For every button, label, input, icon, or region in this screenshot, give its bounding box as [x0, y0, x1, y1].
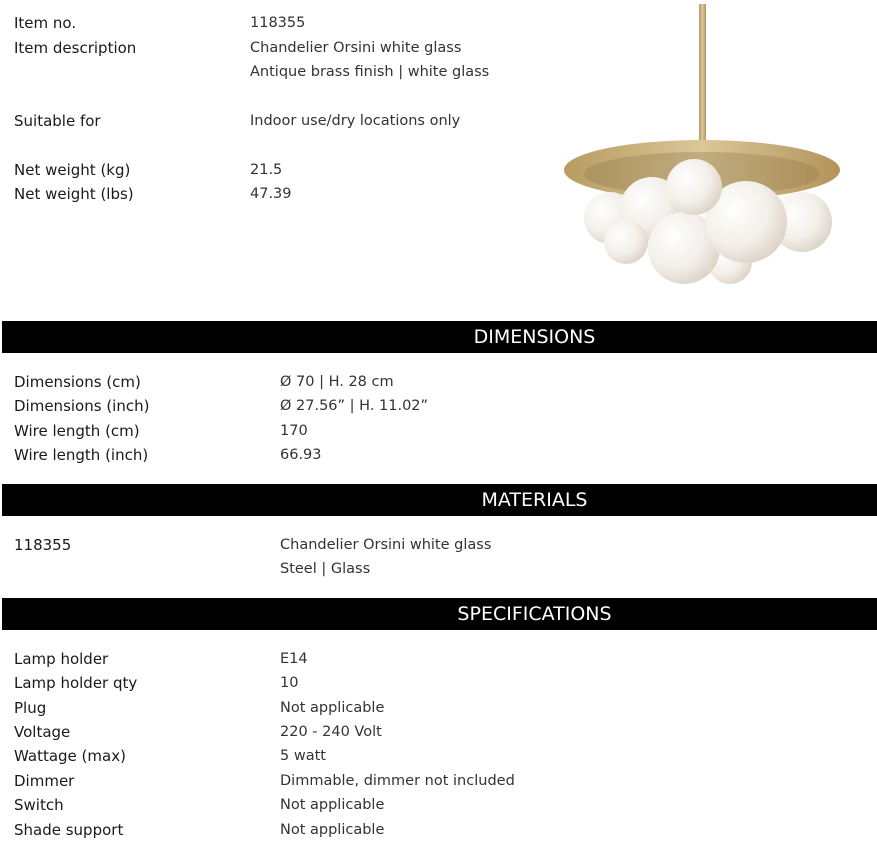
row-label: 118355 — [14, 536, 72, 554]
row-value: 21.5 — [250, 162, 283, 178]
row-label: Switch — [14, 796, 64, 814]
row-value: Not applicable — [280, 797, 385, 813]
row-label: Wattage (max) — [14, 747, 126, 765]
section-title: SPECIFICATIONS — [457, 603, 612, 625]
section-title: DIMENSIONS — [473, 326, 596, 348]
row-value: 10 — [280, 675, 299, 691]
row-value: E14 — [280, 651, 308, 667]
row-label: Item description — [14, 39, 137, 57]
row-value: 118355 — [250, 15, 306, 31]
row-label: Dimensions (cm) — [14, 373, 141, 391]
row-value: 66.93 — [280, 447, 322, 463]
row-label: Item no. — [14, 14, 77, 32]
row-label: Shade support — [14, 821, 124, 839]
row-label: Net weight (kg) — [14, 161, 131, 179]
row-label: Wire length (cm) — [14, 422, 140, 440]
item-info-section — [0, 0, 877, 320]
row-label: Net weight (lbs) — [14, 185, 134, 203]
row-value: Steel | Glass — [280, 561, 371, 577]
row-value: Ø 70 | H. 28 cm — [280, 374, 394, 390]
row-value: 47.39 — [250, 186, 292, 202]
row-label: Wire length (inch) — [14, 446, 149, 464]
row-value: Antique brass finish | white glass — [250, 64, 490, 80]
row-value: Ø 27.56” | H. 11.02” — [280, 398, 429, 414]
section-title: MATERIALS — [481, 489, 588, 511]
row-label: Dimensions (inch) — [14, 397, 150, 415]
row-value: Chandelier Orsini white glass — [250, 40, 462, 56]
dimensions-header — [2, 321, 877, 353]
row-value: Dimmable, dimmer not included — [280, 773, 515, 789]
row-label: Lamp holder — [14, 650, 109, 668]
row-value: 220 - 240 Volt — [280, 724, 382, 740]
row-value: 5 watt — [280, 748, 326, 764]
chandelier-product-image — [560, 4, 850, 294]
row-value: Chandelier Orsini white glass — [280, 537, 492, 553]
materials-header — [2, 484, 877, 516]
row-value: Not applicable — [280, 822, 385, 838]
row-label: Voltage — [14, 723, 71, 741]
specifications-header — [2, 598, 877, 630]
row-value: 170 — [280, 423, 308, 439]
row-value: Not applicable — [280, 700, 385, 716]
row-label: Suitable for — [14, 112, 101, 130]
row-value: Indoor use/dry locations only — [250, 113, 461, 129]
row-label: Lamp holder qty — [14, 674, 138, 692]
row-label: Dimmer — [14, 772, 75, 790]
row-label: Plug — [14, 699, 47, 717]
